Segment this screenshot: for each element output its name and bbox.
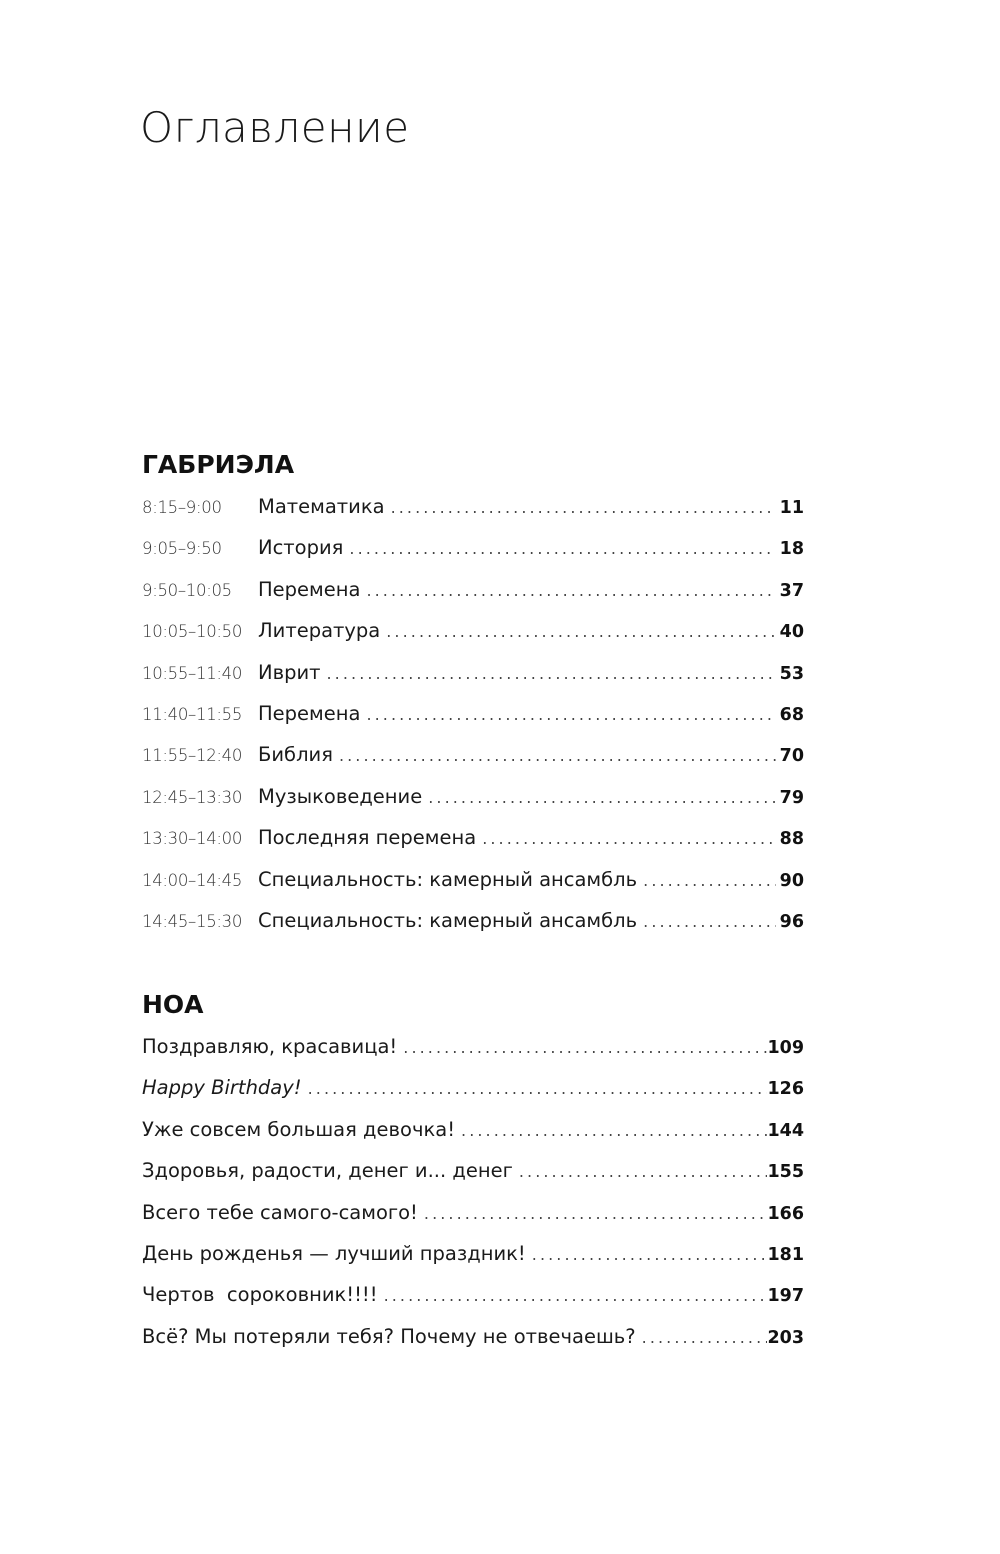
toc-entry[interactable] [142,610,804,651]
toc-entry-title: История [258,536,344,560]
toc-entry-page: 166 [767,1203,804,1224]
toc-entry-time: 13:30–14:00 [142,829,243,849]
dot-leader [333,735,776,776]
toc-entry[interactable] [142,1316,804,1357]
section-heading: ГАБРИЭЛА [142,450,295,479]
toc-entry-title: Всего тебе самого-самого! [142,1200,418,1224]
toc-entry[interactable] [142,1192,804,1233]
dot-leader [422,777,776,818]
toc-entry-time: 10:05–10:50 [142,622,243,642]
toc-entry-title: Перемена [258,701,361,725]
toc-entry-title: Всё? Мы потеряли тебя? Почему не отвечаешь? [142,1324,636,1348]
toc-entry-time: 9:05–9:50 [142,539,222,559]
toc-entry-page: 53 [779,663,804,684]
toc-entry-title: Специальность: камерный ансамбль [258,867,638,891]
toc-entry-page: 109 [767,1038,804,1058]
toc-entry-title: Чертов сороковник!!!! [142,1283,378,1307]
dot-leader [360,694,776,735]
toc-entry-time: 11:55–12:40 [142,746,243,766]
toc-entry-page: 88 [779,829,804,850]
dot-leader [637,860,776,901]
toc-entry-title: День рожденья — лучший праздник! [142,1241,526,1265]
dot-leader [636,1317,768,1358]
dot-leader [378,1275,768,1316]
toc-entry-title: Литература [258,619,381,643]
dot-leader [321,653,777,694]
toc-entry-time: 11:40–11:55 [142,704,243,724]
toc-list-noa [142,1026,804,1357]
section-heading: НОА [142,990,204,1019]
toc-entry-page: 96 [779,911,804,932]
toc-entry[interactable] [142,1109,804,1150]
toc-entry-title: Последняя перемена [258,826,477,850]
toc-entry[interactable] [142,1274,804,1315]
toc-entry-time: 14:45–15:30 [142,911,243,931]
toc-entry[interactable] [142,569,804,610]
toc-entry-page: 197 [767,1286,804,1307]
toc-entry-page: 181 [767,1244,804,1265]
dot-leader [476,818,776,859]
toc-entry-time: 8:15–9:00 [142,498,222,517]
toc-entry-page: 18 [779,539,804,560]
toc-entry-page: 79 [779,787,804,808]
toc-entry-page: 37 [779,580,804,601]
toc-entry[interactable] [142,900,804,941]
toc-entry-title: Здоровья, радости, денег и... денег [142,1159,513,1183]
toc-entry-title: Музыковедение [258,784,423,808]
toc-entry-title: Библия [258,743,333,767]
toc-entry-page: 144 [767,1120,804,1141]
toc-entry[interactable] [142,1067,804,1108]
dot-leader [455,1110,767,1151]
toc-entry-page: 40 [779,622,804,643]
toc-entry[interactable] [142,859,804,900]
toc-entry-title: Математика [258,495,385,518]
toc-entry-time: 10:55–11:40 [142,663,243,683]
toc-entry[interactable] [142,1233,804,1274]
toc-entry-time: 12:45–13:30 [142,787,243,807]
dot-leader [637,901,776,942]
dot-leader [513,1151,768,1192]
dot-leader [526,1234,768,1275]
toc-entry[interactable] [142,734,804,775]
toc-entry-title: Иврит [258,660,321,684]
toc-entry-title: Поздравляю, красавица! [142,1035,398,1058]
dot-leader [385,487,776,528]
toc-entry-page: 203 [767,1327,804,1348]
dot-leader [397,1027,767,1068]
toc-entry[interactable] [142,693,804,734]
toc-entry[interactable] [142,776,804,817]
section-noa [142,984,804,1357]
dot-leader [418,1193,768,1234]
toc-entry-title: Уже совсем большая девочка! [142,1117,456,1141]
toc-entry-title: Happy Birthday! [142,1076,302,1100]
dot-leader [302,1068,768,1109]
toc-entry-page: 126 [767,1079,804,1100]
toc-entry[interactable] [142,527,804,568]
page-title: Оглавление [140,103,410,152]
dot-leader [360,570,776,611]
toc-entry[interactable] [142,817,804,858]
toc-entry-page: 11 [779,498,804,518]
toc-entry-title: Специальность: камерный ансамбль [258,908,638,932]
dot-leader [380,611,776,652]
toc-entry-page: 90 [779,870,804,891]
section-gabriela [142,444,804,941]
toc-entry-title: Перемена [258,577,361,601]
toc-entry-page: 155 [767,1162,804,1183]
toc-entry-page: 68 [779,704,804,725]
toc-entry-time: 9:50–10:05 [142,580,232,600]
toc-entry[interactable] [142,486,804,527]
toc-entry[interactable] [142,652,804,693]
toc-entry[interactable] [142,1026,804,1067]
toc-list-gabriela [142,486,804,941]
toc-entry-time: 14:00–14:45 [142,870,243,890]
dot-leader [343,528,776,569]
toc-entry-page: 70 [779,746,804,767]
toc-entry[interactable] [142,1150,804,1191]
